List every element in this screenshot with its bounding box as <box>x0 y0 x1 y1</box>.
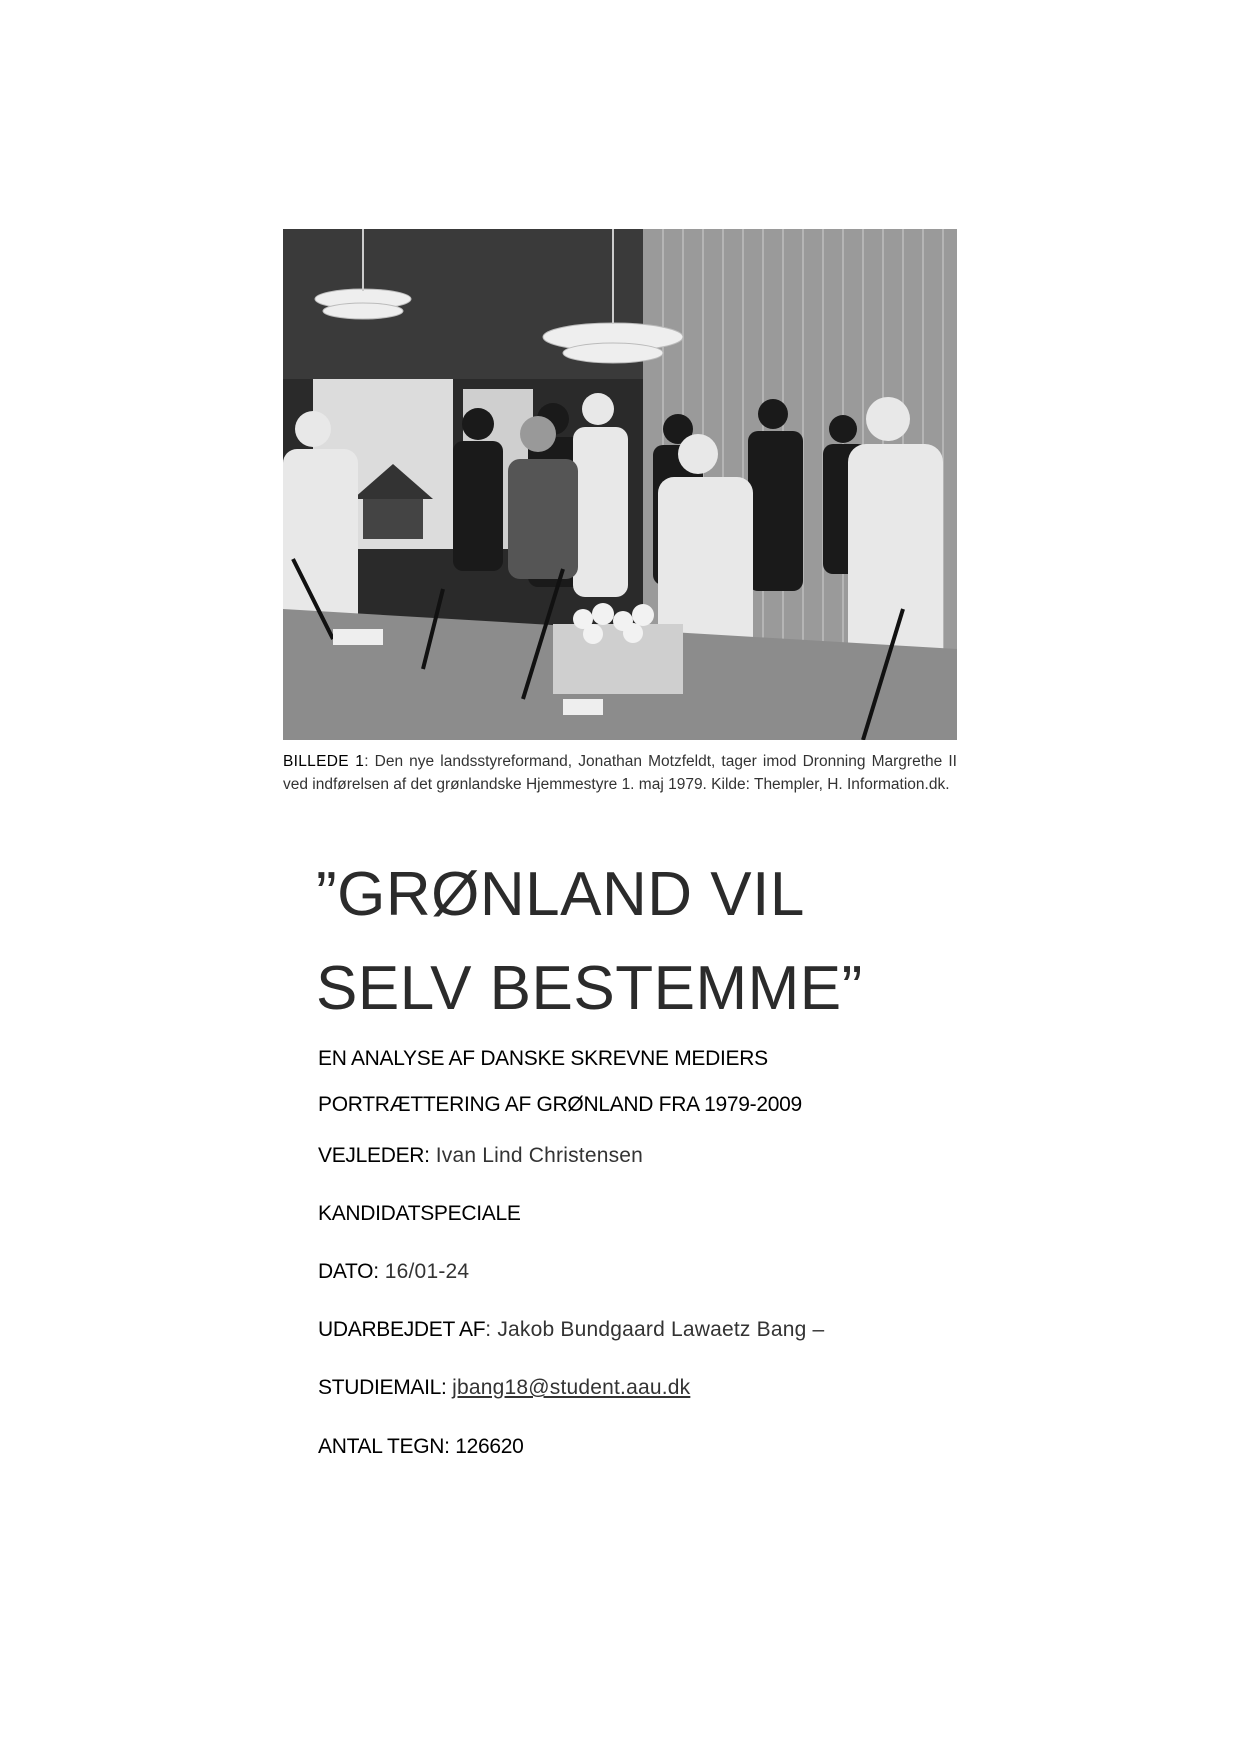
character-count-value: 126620 <box>449 1435 524 1458</box>
author-value: : Jakob Bundgaard Lawaetz Bang – <box>485 1318 825 1341</box>
date-field <box>318 1257 469 1287</box>
caption-label: BILLEDE 1 <box>283 753 365 770</box>
supervisor-value: Ivan Lind Christensen <box>429 1144 644 1167</box>
document-title <box>316 848 1016 1036</box>
photo-image <box>283 229 957 740</box>
subtitle-line-1: EN ANALYSE AF DANSKE SKREVNE MEDIERS <box>318 1047 768 1070</box>
email-link[interactable]: jbang18@student.aau.dk <box>452 1376 691 1399</box>
email-field <box>318 1373 690 1403</box>
character-count-label: ANTAL TEGN: <box>318 1435 450 1458</box>
photo-caption <box>283 750 957 796</box>
caption-text: : Den nye landsstyreformand, Jonathan Motzfeldt, tager imod Dronning Margrethe II ved indførelsen af det grønlandske Hjemmestyre 1. maj 1979. Kilde: Thempler, H. Information.dk. <box>283 753 957 793</box>
thesis-type-label: KANDIDATSPECIALE <box>318 1202 521 1225</box>
date-value: 16/01-24 <box>378 1260 470 1283</box>
supervisor-label: VEJLEDER: <box>318 1144 430 1167</box>
character-count-field <box>318 1432 524 1462</box>
author-field <box>318 1315 824 1345</box>
title-line-1: ”GRØNLAND VIL <box>316 860 805 929</box>
author-label: UDARBEJDET AF <box>318 1318 486 1341</box>
thesis-type <box>318 1199 521 1229</box>
date-label: DATO: <box>318 1260 379 1283</box>
title-line-2: SELV BESTEMME” <box>316 954 863 1023</box>
document-subtitle <box>318 1036 958 1128</box>
supervisor-field <box>318 1141 643 1171</box>
cover-photo <box>283 229 957 740</box>
subtitle-line-2: PORTRÆTTERING AF GRØNLAND FRA 1979-2009 <box>318 1093 802 1116</box>
email-label: STUDIEMAIL: <box>318 1376 447 1399</box>
